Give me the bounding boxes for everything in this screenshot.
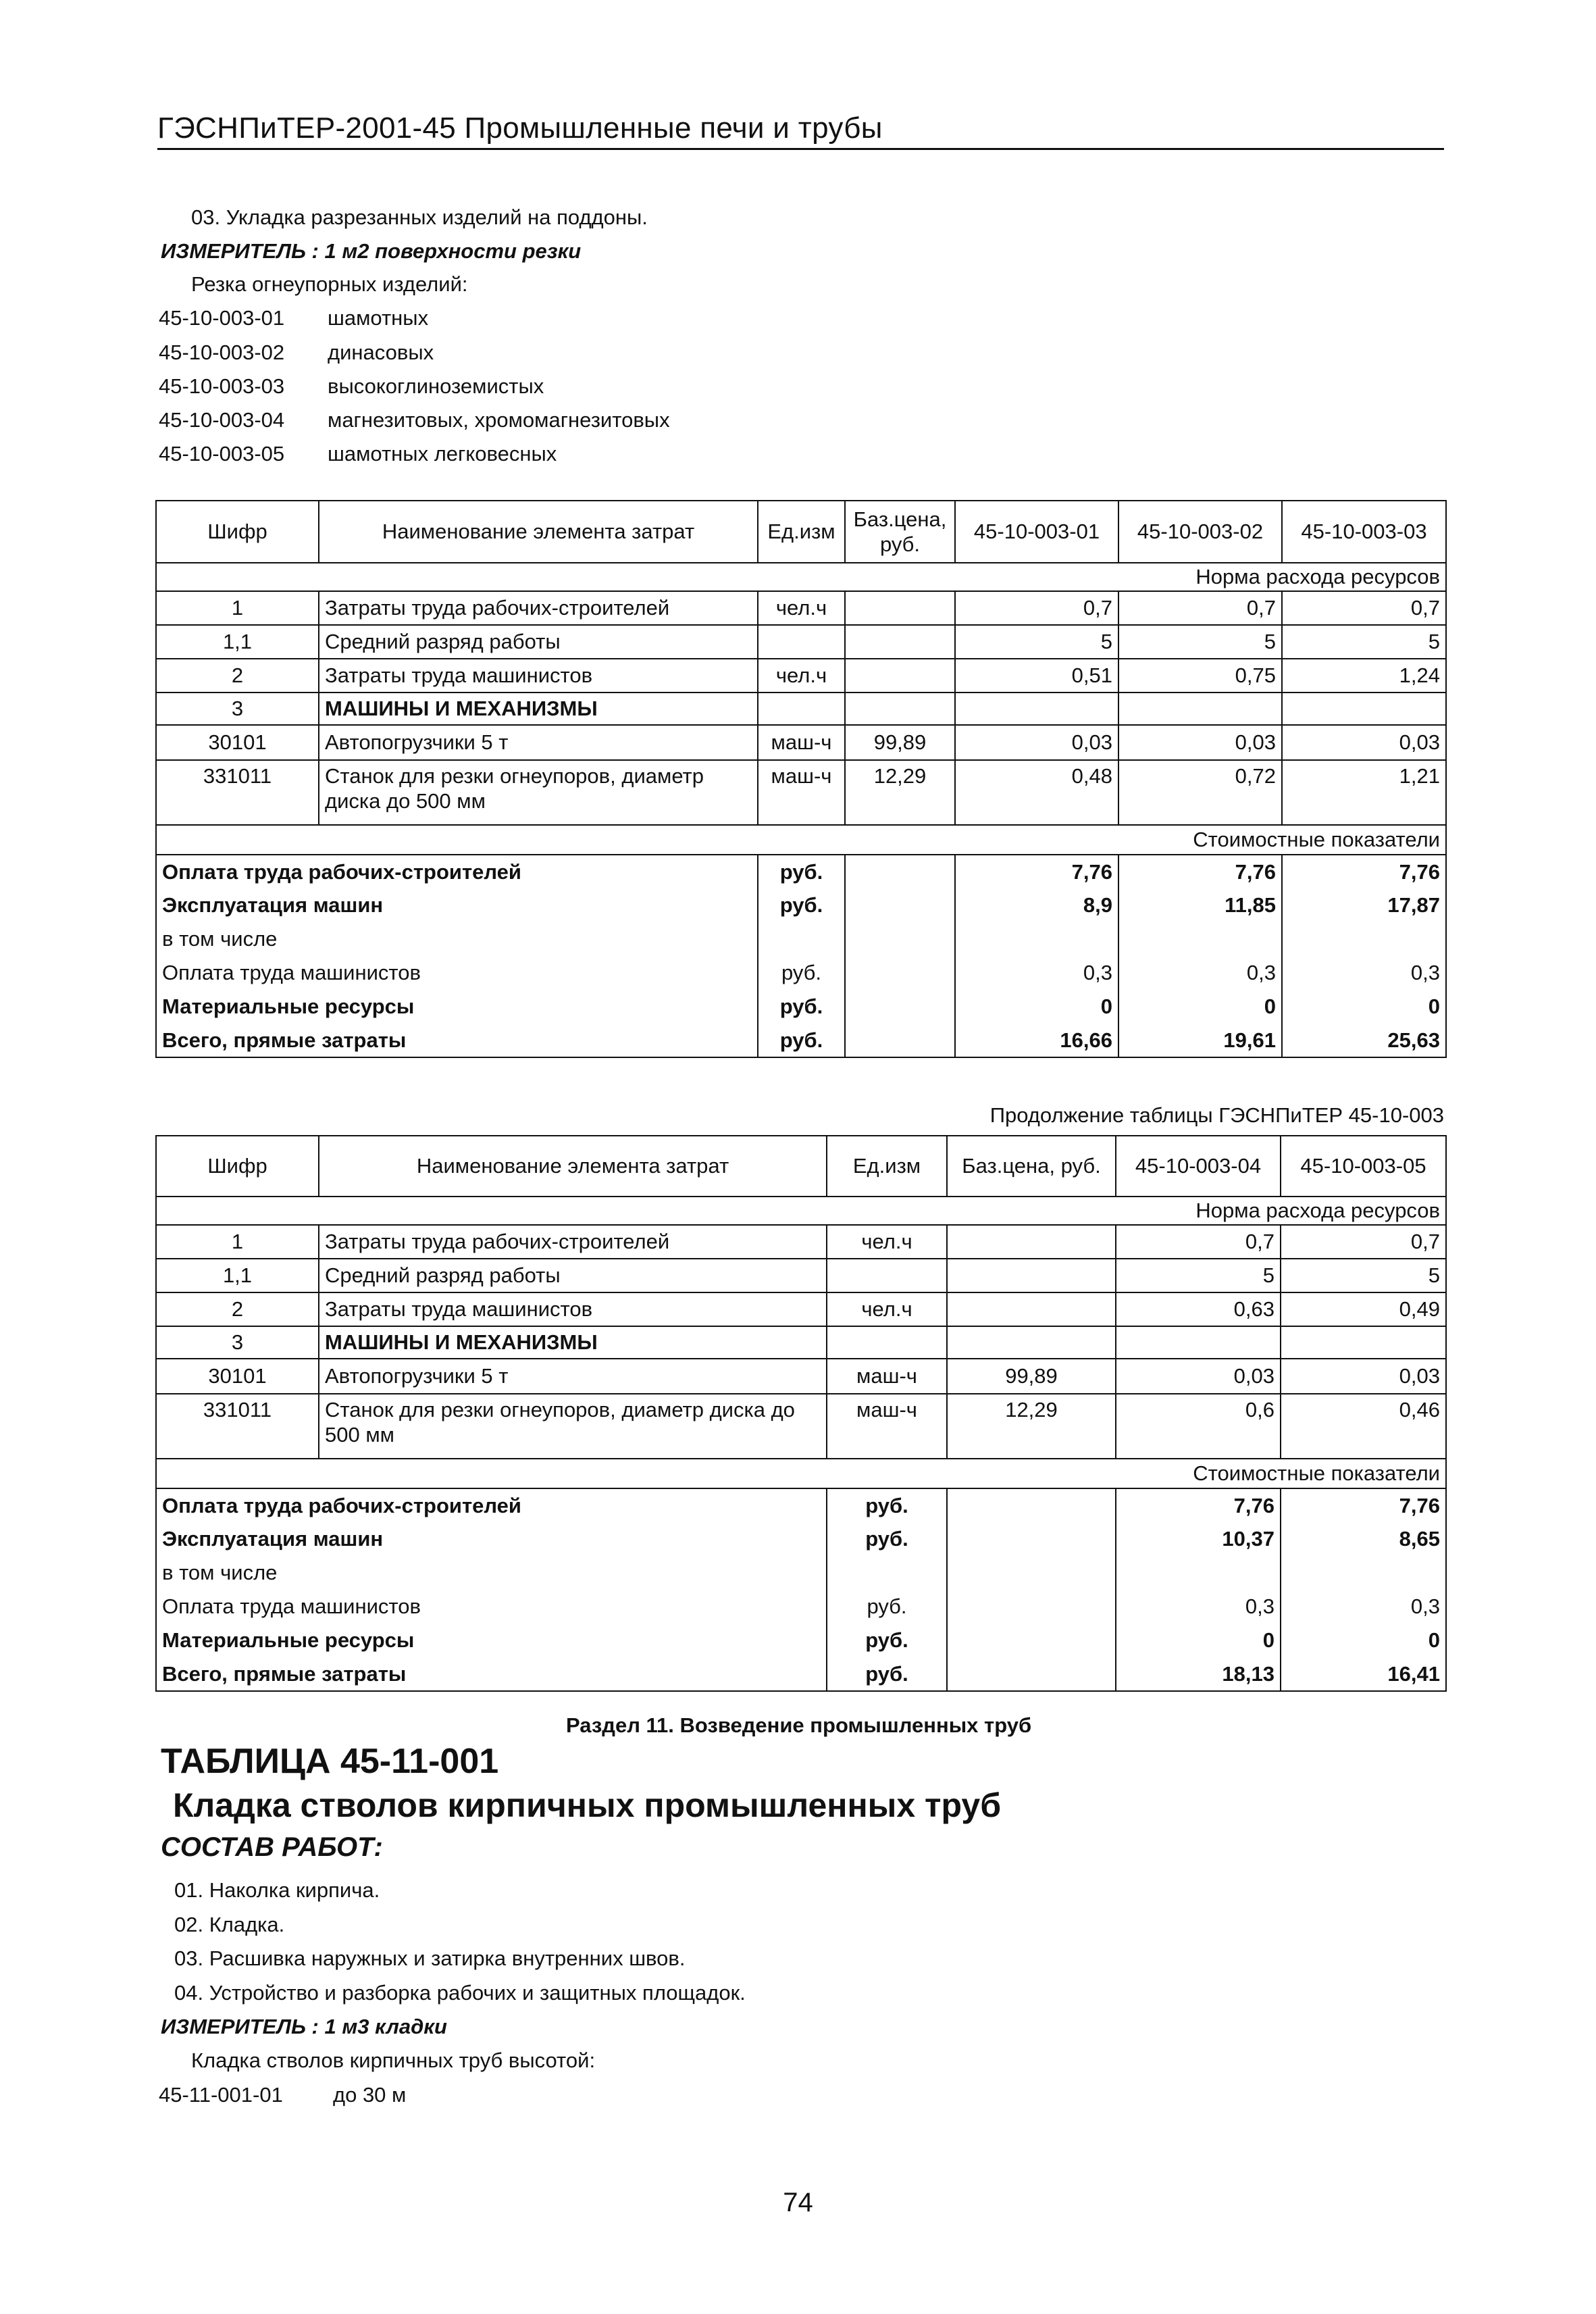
cost-value: 7,76	[1116, 1488, 1281, 1522]
work-step: 01. Наколка кирпича.	[174, 1878, 380, 1902]
section-heading: Раздел 11. Возведение промышленных труб	[566, 1713, 1032, 1737]
subtitle: Кладка стволов кирпичных труб высотой:	[191, 2048, 596, 2072]
row-value: 0,7	[1282, 591, 1446, 625]
row-code: 1	[156, 1225, 319, 1259]
row-value: 0,46	[1281, 1394, 1446, 1459]
row-price	[845, 591, 955, 625]
cost-value: 0	[1282, 990, 1446, 1024]
row-name: МАШИНЫ И МЕХАНИЗМЫ	[319, 1326, 827, 1359]
cost-unit: руб.	[758, 956, 845, 990]
row-code: 3	[156, 693, 319, 725]
col-header-name: Наименование элемента затрат	[319, 501, 758, 563]
row-value: 5	[1118, 625, 1282, 659]
cost-name: Оплата труда рабочих-строителей	[156, 1488, 827, 1522]
row-value: 0,03	[1118, 725, 1282, 760]
row-value: 5	[1282, 625, 1446, 659]
row-unit: чел.ч	[827, 1292, 947, 1326]
cost-value: 7,76	[1118, 855, 1282, 888]
row-unit: чел.ч	[758, 659, 845, 693]
cost-value: 7,76	[955, 855, 1118, 888]
cost-value: 8,9	[955, 888, 1118, 922]
table-title: ТАБЛИЦА 45-11-001	[161, 1742, 499, 1781]
row-unit	[827, 1326, 947, 1359]
cost-value	[1116, 1556, 1281, 1590]
row-unit: маш-ч	[827, 1394, 947, 1459]
cost-value: 0,3	[1116, 1590, 1281, 1624]
item-name: высокоглиноземистых	[328, 374, 544, 398]
item-name: магнезитовых, хромомагнезитовых	[328, 408, 670, 432]
row-value: 0,6	[1116, 1394, 1281, 1459]
cost-name: Материальные ресурсы	[156, 990, 758, 1024]
cost-value	[955, 922, 1118, 956]
row-name: Автопогрузчики 5 т	[319, 1359, 827, 1394]
table-name: Кладка стволов кирпичных промышленных труб	[173, 1786, 1002, 1824]
row-value: 0,49	[1281, 1292, 1446, 1326]
cost-name: в том числе	[156, 1556, 827, 1590]
row-value: 0,51	[955, 659, 1118, 693]
row-value: 5	[1116, 1259, 1281, 1292]
cost-value: 10,37	[1116, 1522, 1281, 1556]
row-unit: чел.ч	[758, 591, 845, 625]
item-code: 45-10-003-05	[159, 442, 285, 466]
composition-label: СОСТАВ РАБОТ:	[161, 1832, 383, 1862]
row-value: 0,03	[955, 725, 1118, 760]
resource-table-1	[155, 500, 1447, 1058]
row-name: Автопогрузчики 5 т	[319, 725, 758, 760]
cost-value	[1281, 1556, 1446, 1590]
row-price	[947, 1292, 1116, 1326]
norm-label: Норма расхода ресурсов	[156, 1197, 1446, 1225]
row-value	[1282, 693, 1446, 725]
cost-value	[1118, 922, 1282, 956]
item-code: 45-11-001-01	[159, 2083, 283, 2107]
col-header-rate: 45-10-003-04	[1116, 1136, 1281, 1197]
row-value: 0,03	[1116, 1359, 1281, 1394]
row-price: 12,29	[947, 1394, 1116, 1459]
measure-label: ИЗМЕРИТЕЛЬ : 1 м3 кладки	[161, 2015, 447, 2038]
item-name: динасовых	[328, 341, 434, 364]
cost-name: в том числе	[156, 922, 758, 956]
cost-label: Стоимостные показатели	[156, 825, 1446, 855]
row-value: 0,03	[1281, 1359, 1446, 1394]
row-code: 1,1	[156, 625, 319, 659]
row-code: 331011	[156, 760, 319, 825]
row-code: 2	[156, 1292, 319, 1326]
measure-label: ИЗМЕРИТЕЛЬ : 1 м2 поверхности резки	[161, 239, 582, 263]
cost-unit	[827, 1556, 947, 1590]
col-header-code: Шифр	[156, 501, 319, 563]
cost-value: 18,13	[1116, 1657, 1281, 1691]
row-price	[947, 1259, 1116, 1292]
cost-name: Эксплуатация машин	[156, 1522, 827, 1556]
col-header-name: Наименование элемента затрат	[319, 1136, 827, 1197]
cost-value: 7,76	[1281, 1488, 1446, 1522]
item-name: до 30 м	[333, 2083, 407, 2107]
cost-value: 11,85	[1118, 888, 1282, 922]
cost-name: Всего, прямые затраты	[156, 1657, 827, 1691]
work-step: 02. Кладка.	[174, 1913, 285, 1936]
cost-value: 0,3	[955, 956, 1118, 990]
cost-value: 25,63	[1282, 1024, 1446, 1057]
page-header: ГЭСНПиТЕР-2001-45 Промышленные печи и трубы	[157, 111, 1444, 150]
row-value: 0,03	[1282, 725, 1446, 760]
row-value: 0,63	[1116, 1292, 1281, 1326]
cost-name: Оплата труда рабочих-строителей	[156, 855, 758, 888]
row-value: 0,7	[955, 591, 1118, 625]
row-code: 3	[156, 1326, 319, 1359]
cost-value: 0,3	[1281, 1590, 1446, 1624]
cost-value: 0	[955, 990, 1118, 1024]
row-value: 0,75	[1118, 659, 1282, 693]
cost-unit: руб.	[827, 1590, 947, 1624]
row-value: 5	[955, 625, 1118, 659]
row-code: 331011	[156, 1394, 319, 1459]
cost-unit	[758, 922, 845, 956]
row-value: 0,7	[1118, 591, 1282, 625]
cost-name: Всего, прямые затраты	[156, 1024, 758, 1057]
work-step: 04. Устройство и разборка рабочих и защитных площадок.	[174, 1981, 746, 2005]
row-unit: маш-ч	[827, 1359, 947, 1394]
row-unit	[758, 693, 845, 725]
work-step: 03. Расшивка наружных и затирка внутренних швов.	[174, 1946, 686, 1970]
row-price	[947, 1326, 1116, 1359]
work-step: 03. Укладка разрезанных изделий на поддоны.	[191, 205, 648, 229]
row-price	[845, 625, 955, 659]
cost-unit: руб.	[827, 1657, 947, 1691]
row-value	[1281, 1326, 1446, 1359]
row-value	[1116, 1326, 1281, 1359]
row-name: Средний разряд работы	[319, 625, 758, 659]
cost-value: 0,3	[1118, 956, 1282, 990]
cost-value: 17,87	[1282, 888, 1446, 922]
row-name: Затраты труда рабочих-строителей	[319, 591, 758, 625]
cost-value: 0	[1118, 990, 1282, 1024]
item-code: 45-10-003-02	[159, 341, 285, 364]
continuation-caption: Продолжение таблицы ГЭСНПиТЕР 45-10-003	[989, 1103, 1444, 1127]
cost-name: Эксплуатация машин	[156, 888, 758, 922]
row-value: 0,72	[1118, 760, 1282, 825]
row-value: 1,24	[1282, 659, 1446, 693]
cost-value: 0	[1281, 1624, 1446, 1657]
row-name: Затраты труда машинистов	[319, 1292, 827, 1326]
row-value: 0,48	[955, 760, 1118, 825]
resource-table-2	[155, 1135, 1447, 1692]
item-code: 45-10-003-01	[159, 306, 285, 330]
subtitle: Резка огнеупорных изделий:	[191, 272, 468, 296]
row-price	[845, 659, 955, 693]
cost-value: 0	[1116, 1624, 1281, 1657]
row-price	[845, 693, 955, 725]
cost-value	[1282, 922, 1446, 956]
col-header-unit: Ед.изм	[758, 501, 845, 563]
row-name: Средний разряд работы	[319, 1259, 827, 1292]
row-name: МАШИНЫ И МЕХАНИЗМЫ	[319, 693, 758, 725]
cost-label: Стоимостные показатели	[156, 1459, 1446, 1488]
cost-value: 19,61	[1118, 1024, 1282, 1057]
cost-value: 7,76	[1282, 855, 1446, 888]
col-header-rate: 45-10-003-05	[1281, 1136, 1446, 1197]
row-name: Станок для резки огнеупоров, диаметр диска до 500 мм	[319, 1394, 827, 1459]
cost-unit: руб.	[827, 1624, 947, 1657]
page-number: 74	[783, 2188, 813, 2217]
row-value: 0,7	[1116, 1225, 1281, 1259]
col-header-code: Шифр	[156, 1136, 319, 1197]
cost-unit: руб.	[827, 1488, 947, 1522]
cost-value: 0,3	[1282, 956, 1446, 990]
row-value: 1,21	[1282, 760, 1446, 825]
row-price: 12,29	[845, 760, 955, 825]
col-header-price: Баз.цена, руб.	[845, 501, 955, 563]
row-code: 1	[156, 591, 319, 625]
row-name: Затраты труда машинистов	[319, 659, 758, 693]
row-unit: чел.ч	[827, 1225, 947, 1259]
row-name: Затраты труда рабочих-строителей	[319, 1225, 827, 1259]
row-unit	[758, 625, 845, 659]
row-price: 99,89	[947, 1359, 1116, 1394]
row-unit: маш-ч	[758, 725, 845, 760]
cost-unit: руб.	[758, 855, 845, 888]
col-header-unit: Ед.изм	[827, 1136, 947, 1197]
row-unit: маш-ч	[758, 760, 845, 825]
cost-value: 16,41	[1281, 1657, 1446, 1691]
cost-name: Оплата труда машинистов	[156, 1590, 827, 1624]
item-name: шамотных легковесных	[328, 442, 557, 466]
row-code: 1,1	[156, 1259, 319, 1292]
row-price: 99,89	[845, 725, 955, 760]
cost-value: 16,66	[955, 1024, 1118, 1057]
item-code: 45-10-003-03	[159, 374, 285, 398]
cost-name: Оплата труда машинистов	[156, 956, 758, 990]
row-code: 2	[156, 659, 319, 693]
row-value: 0,7	[1281, 1225, 1446, 1259]
col-header-price: Баз.цена, руб.	[947, 1136, 1116, 1197]
col-header-rate: 45-10-003-02	[1118, 501, 1282, 563]
cost-value: 8,65	[1281, 1522, 1446, 1556]
col-header-rate: 45-10-003-03	[1282, 501, 1446, 563]
norm-label: Норма расхода ресурсов	[156, 563, 1446, 591]
item-code: 45-10-003-04	[159, 408, 285, 432]
cost-unit: руб.	[758, 1024, 845, 1057]
row-value	[955, 693, 1118, 725]
row-code: 30101	[156, 1359, 319, 1394]
row-value: 5	[1281, 1259, 1446, 1292]
item-name: шамотных	[328, 306, 429, 330]
cost-unit: руб.	[758, 888, 845, 922]
row-name: Станок для резки огнеупоров, диаметр диска до 500 мм	[319, 760, 758, 825]
row-value	[1118, 693, 1282, 725]
cost-unit: руб.	[827, 1522, 947, 1556]
cost-name: Материальные ресурсы	[156, 1624, 827, 1657]
row-price	[947, 1225, 1116, 1259]
row-code: 30101	[156, 725, 319, 760]
cost-unit: руб.	[758, 990, 845, 1024]
row-unit	[827, 1259, 947, 1292]
col-header-rate: 45-10-003-01	[955, 501, 1118, 563]
